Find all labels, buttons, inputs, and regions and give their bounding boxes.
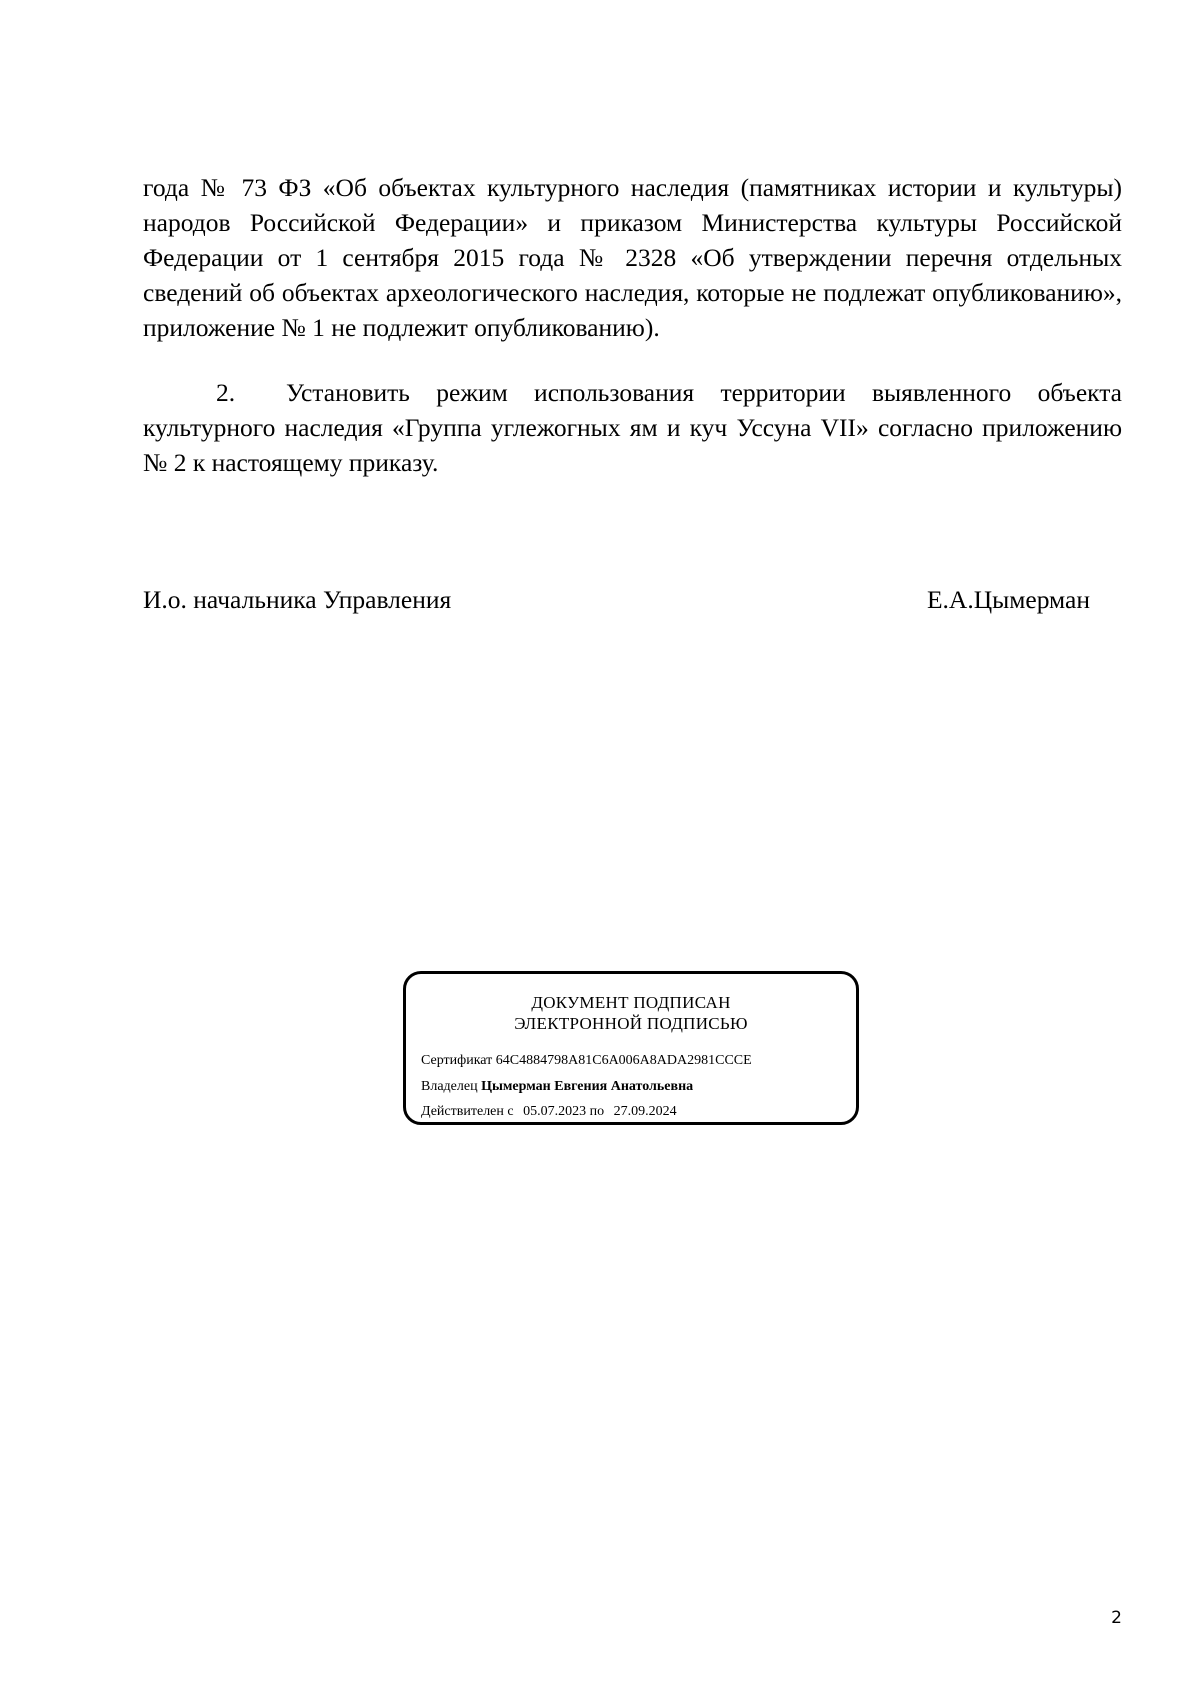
valid-from-prefix: с: [507, 1104, 514, 1119]
paragraph-item-2: [143, 375, 1122, 480]
owner-label: Владелец: [421, 1079, 478, 1094]
stamp-certificate: [421, 1052, 752, 1070]
valid-from-date: 05.07.2023: [523, 1104, 587, 1119]
valid-label: Действителен: [421, 1104, 504, 1119]
signatory-name: Е.А.Цымерман: [926, 585, 1090, 614]
page-number: 2: [1111, 1608, 1122, 1628]
electronic-signature-stamp: [403, 971, 859, 1125]
valid-to-prefix: по: [589, 1104, 605, 1119]
certificate-value: 64C4884798A81C6A006A8ADA2981CCCE: [495, 1053, 752, 1068]
owner-value: Цымерман Евгения Анатольевна: [481, 1079, 694, 1094]
stamp-owner: [421, 1078, 693, 1096]
stamp-title-line1: ДОКУМЕНТ ПОДПИСАН: [531, 993, 731, 1012]
paragraph-item-number: 2.: [216, 378, 236, 407]
certificate-label: Сертификат: [421, 1053, 493, 1068]
paragraph-item-text: Установить режим использования территории выявленного объекта культурного наследия «Группа углежогных ям и куч Уссуна VII» согласно приложению № 2 к настоящему приказу.: [143, 378, 1122, 477]
paragraph-legal-reference: года № 73 ФЗ «Об объектах культурного наследия (памятниках истории и культуры) народов Российской Федерации» и приказом Министерства культуры Российской Федерации от 1 сентября 2015 года № 2328 «Об утверждении перечня отдельных сведений об объектах археологического наследия, которые не подлежат опубликованию», приложение № 1 не подлежит опубликованию).: [143, 173, 1122, 342]
stamp-title-line2: ЭЛЕКТРОННОЙ ПОДПИСЬЮ: [514, 1014, 748, 1033]
valid-to-date: 27.09.2024: [613, 1104, 677, 1119]
stamp-validity: [421, 1103, 677, 1121]
signatory-role: И.о. начальника Управления: [143, 585, 452, 614]
